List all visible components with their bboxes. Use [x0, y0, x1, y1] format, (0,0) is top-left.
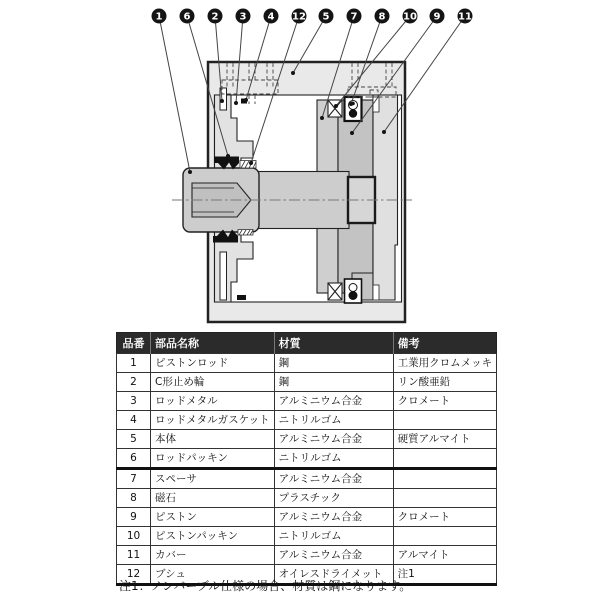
cell-part-no: 4 [117, 411, 151, 430]
cell-part-no: 11 [117, 546, 151, 565]
cell-part-no: 7 [117, 469, 151, 489]
cell-remarks [393, 489, 497, 508]
cell-material: ニトリルゴム [274, 411, 393, 430]
table-header-row [117, 333, 497, 354]
header-material: 材質 [274, 333, 393, 354]
cell-remarks [393, 527, 497, 546]
cell-material: アルミニウム合金 [274, 392, 393, 411]
cell-material: アルミニウム合金 [274, 508, 393, 527]
cell-part-no: 8 [117, 489, 151, 508]
svg-text:8: 8 [378, 11, 386, 23]
svg-text:5: 5 [322, 11, 330, 23]
cell-material: アルミニウム合金 [274, 546, 393, 565]
cell-part-name: 磁石 [151, 489, 275, 508]
cell-remarks: 硬質アルマイト [393, 430, 497, 449]
table-row [117, 489, 497, 508]
svg-text:3: 3 [239, 11, 247, 23]
cell-part-no: 10 [117, 527, 151, 546]
cell-remarks: リン酸亜鉛 [393, 373, 497, 392]
cell-material: アルミニウム合金 [274, 430, 393, 449]
cell-remarks: 工業用クロムメッキ [393, 354, 497, 373]
table-row [117, 373, 497, 392]
cell-part-no: 2 [117, 373, 151, 392]
cell-part-no: 5 [117, 430, 151, 449]
cell-remarks: クロメート [393, 508, 497, 527]
table-row [117, 508, 497, 527]
parts-table [116, 332, 497, 586]
cell-part-no: 6 [117, 449, 151, 469]
cell-remarks: クロメート [393, 392, 497, 411]
svg-text:2: 2 [211, 11, 219, 23]
cell-remarks [393, 449, 497, 469]
cell-part-name: ピストンパッキン [151, 527, 275, 546]
cell-part-name: スペーサ [151, 469, 275, 489]
cell-part-name: C形止め輪 [151, 373, 275, 392]
cover-part [373, 95, 398, 300]
svg-text:7: 7 [350, 11, 358, 23]
table-row [117, 411, 497, 430]
cell-remarks: アルマイト [393, 546, 497, 565]
cell-part-name: ピストンロッド [151, 354, 275, 373]
cell-material: ニトリルゴム [274, 527, 393, 546]
cell-part-name: ブシュ [151, 565, 275, 585]
svg-text:11: 11 [458, 11, 472, 23]
svg-text:1: 1 [155, 11, 163, 23]
cell-material: アルミニウム合金 [274, 469, 393, 489]
table-row [117, 527, 497, 546]
cell-part-no: 3 [117, 392, 151, 411]
table-row [117, 430, 497, 449]
cell-material: 鋼 [274, 354, 393, 373]
cell-remarks: 注1 [393, 565, 497, 585]
cell-remarks [393, 469, 497, 489]
table-row [117, 449, 497, 469]
cell-part-name: カバー [151, 546, 275, 565]
header-remarks: 備考 [393, 333, 497, 354]
footnote: 注1：ノンバーブル仕様の場合、材質は鋼になります。 [119, 579, 412, 593]
cell-part-name: ピストン [151, 508, 275, 527]
table-row [117, 546, 497, 565]
callout-1 [152, 9, 193, 175]
cell-material: プラスチック [274, 489, 393, 508]
table-row [117, 469, 497, 489]
cell-part-name: ロッドパッキン [151, 449, 275, 469]
table-row [117, 392, 497, 411]
rod-metal-gasket-part-lower [237, 295, 246, 300]
svg-text:6: 6 [183, 11, 191, 23]
table-row [117, 354, 497, 373]
cell-remarks [393, 411, 497, 430]
cell-material: ニトリルゴム [274, 449, 393, 469]
cell-part-name: ロッドメタルガスケット [151, 411, 275, 430]
cell-part-no: 9 [117, 508, 151, 527]
cell-material: オイレスドライメット [274, 565, 393, 585]
svg-text:10: 10 [403, 11, 417, 23]
cell-material: 鋼 [274, 373, 393, 392]
svg-text:4: 4 [267, 11, 275, 23]
cell-part-no: 12 [117, 565, 151, 585]
header-part-name: 部品名称 [151, 333, 275, 354]
cell-part-no: 1 [117, 354, 151, 373]
header-part-no: 品番 [117, 333, 151, 354]
svg-text:9: 9 [433, 11, 441, 23]
cell-part-name: 本体 [151, 430, 275, 449]
cell-part-name: ロッドメタル [151, 392, 275, 411]
svg-text:12: 12 [292, 11, 306, 23]
c-ring-part-lower [220, 252, 227, 300]
